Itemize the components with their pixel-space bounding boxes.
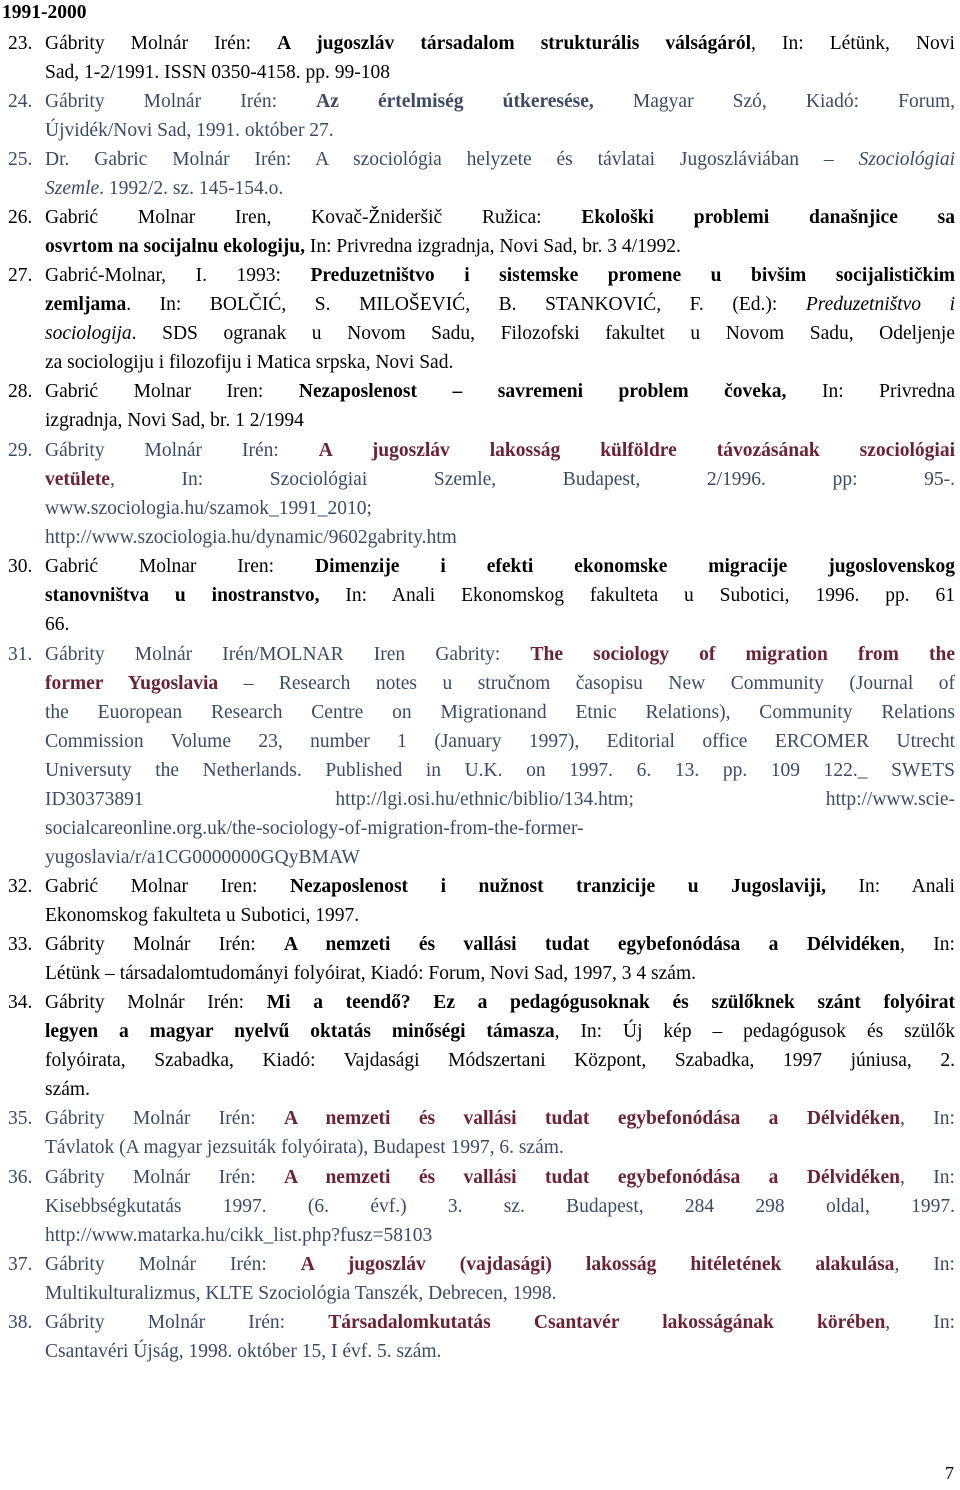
entry-number: 38. bbox=[8, 1312, 33, 1333]
entry-number: 31. bbox=[8, 644, 33, 665]
entry-text: Létünk – társadalomtudományi folyóirat, Kiadó: Forum, Novi Sad, 1997, 3 4 szám. bbox=[45, 963, 696, 984]
entry-text: In: Anali Ekonomskog fakulteta u Subotici, 1996. pp. 61 bbox=[319, 585, 956, 606]
entry-number: 34. bbox=[8, 992, 33, 1013]
entry-text: Ekonomskog fakulteta u Subotici, 1997. bbox=[45, 905, 360, 926]
entry-text: Preduzetništvo i sistemske promene u bivšim socijalističkim bbox=[310, 265, 955, 286]
entry-text: , In: bbox=[900, 934, 955, 955]
entry-text: Gábrity Molnár Irén: bbox=[45, 1254, 301, 1275]
entry-line bbox=[45, 992, 955, 1014]
entry-line bbox=[45, 1108, 955, 1130]
entry-text: In: Privredna bbox=[786, 381, 955, 402]
entry-line bbox=[45, 1050, 955, 1072]
entry-text: izgradnja, Novi Sad, br. 1 2/1994 bbox=[45, 410, 304, 431]
entry-text: Sad, 1-2/1991. ISSN 0350-4158. pp. 99-108 bbox=[45, 62, 391, 83]
entry-line bbox=[45, 905, 955, 927]
entry-text: Az értelmiség útkeresése, bbox=[316, 91, 594, 112]
entry-line bbox=[45, 1341, 955, 1363]
entry-text: Gabrić Molnar Iren: bbox=[45, 381, 299, 402]
entry-line bbox=[45, 644, 955, 666]
entry-text: Gábrity Molnár Irén: bbox=[45, 992, 267, 1013]
entry-text: Csantavéri Újság, 1998. október 15, I évf. 5. szám. bbox=[45, 1341, 442, 1362]
entry-text: Gábrity Molnár Irén: bbox=[45, 91, 317, 112]
entry-line bbox=[45, 934, 955, 956]
entry-line bbox=[45, 236, 955, 258]
entry-line bbox=[45, 323, 955, 345]
entry-text: Nezaposlenost – savremeni problem čoveka, bbox=[298, 381, 787, 402]
entry-text: Gábrity Molnár Irén: bbox=[45, 1167, 285, 1188]
entry-text: vetülete bbox=[45, 469, 110, 490]
entry-line bbox=[45, 498, 955, 520]
entry-line bbox=[45, 847, 955, 869]
entry-number: 29. bbox=[8, 440, 33, 461]
entry-text: Universuty the Netherlands. Published in U.K. on 1997. 6. 13. pp. 109 122._ SWETS bbox=[45, 760, 955, 781]
entry-text: Mi a teendő? Ez a pedagógusoknak és szülőknek szánt folyóirat bbox=[266, 992, 955, 1013]
entry-line bbox=[45, 1021, 955, 1043]
entry-line bbox=[45, 1196, 955, 1218]
entry-text: A nemzeti és vallási tudat egybefonódása a Délvidéken bbox=[284, 1108, 901, 1129]
entry-text: the Euoropean Research Centre on Migrationand Etnic Relations), Community Relations bbox=[45, 702, 955, 723]
entry-text: 66. bbox=[45, 614, 70, 635]
entry-number: 37. bbox=[8, 1254, 33, 1275]
entry-text: http://www.szociologia.hu/dynamic/9602gabrity.htm bbox=[45, 527, 457, 548]
entry-line bbox=[45, 673, 955, 695]
entry-text: , In: bbox=[885, 1312, 955, 1333]
entry-text: A nemzeti és vallási tudat egybefonódása a Délvidéken bbox=[284, 1167, 901, 1188]
entry-line bbox=[45, 1137, 955, 1159]
entry-line bbox=[45, 440, 955, 462]
section-heading: 1991-2000 bbox=[2, 2, 87, 23]
entry-text: http://www.matarka.hu/cikk_list.php?fusz=58103 bbox=[45, 1225, 433, 1246]
entry-text: Commission Volume 23, number 1 (January 1997), Editorial office ERCOMER Utrecht bbox=[45, 731, 955, 752]
entry-line bbox=[45, 265, 955, 287]
entry-line bbox=[45, 91, 955, 113]
entry-text: Távlatok (A magyar jezsuiták folyóirata), Budapest 1997, 6. szám. bbox=[45, 1137, 564, 1158]
entry-text: Gabrić Molnar Iren: bbox=[45, 876, 290, 897]
entry-text: za sociologiju i filozofiju i Matica srpska, Novi Sad. bbox=[45, 352, 454, 373]
entry-text: A jugoszláv lakosság külföldre távozásának szociológiai bbox=[318, 440, 955, 461]
entry-text: Magyar Szó, Kiadó: Forum, bbox=[593, 91, 955, 112]
entry-line bbox=[45, 527, 955, 549]
entry-text: In: Privredna izgradnja, Novi Sad, br. 3 4/1992. bbox=[305, 236, 681, 257]
page-number: 7 bbox=[945, 1463, 954, 1483]
entry-text: zemljama bbox=[45, 294, 127, 315]
entry-text: Újvidék/Novi Sad, 1991. október 27. bbox=[45, 120, 334, 141]
entry-text: , In: bbox=[900, 1108, 955, 1129]
entry-line bbox=[45, 62, 955, 84]
entry-number: 23. bbox=[8, 33, 33, 54]
entry-text: Szemle bbox=[45, 178, 100, 199]
entry-text: , In: Új kép – pedagógusok és szülők bbox=[554, 1021, 956, 1042]
entry-text: , In: bbox=[894, 1254, 955, 1275]
entry-line bbox=[45, 818, 955, 840]
entry-text: A nemzeti és vallási tudat egybefonódása a Délvidéken bbox=[284, 934, 901, 955]
entry-number: 30. bbox=[8, 556, 33, 577]
entry-line bbox=[45, 1167, 955, 1189]
entry-text: legyen a magyar nyelvű oktatás minőségi támasza bbox=[45, 1021, 555, 1042]
entry-number: 35. bbox=[8, 1108, 33, 1129]
entry-line bbox=[45, 789, 955, 811]
entry-text: – Research notes u stručnom časopisu New Community (Journal of bbox=[218, 673, 955, 694]
entry-number: 36. bbox=[8, 1167, 33, 1188]
entry-text: , In: Létünk, Novi bbox=[751, 33, 955, 54]
entry-text: Gábrity Molnár Irén: bbox=[45, 1108, 285, 1129]
entry-line bbox=[45, 469, 955, 491]
entry-line bbox=[45, 614, 955, 636]
entry-text: Ekološki problemi današnjice sa bbox=[581, 207, 955, 228]
entry-line bbox=[45, 33, 955, 55]
entry-text: Gabrić Molnar Iren, Kovač-Žnideršič Ružica: bbox=[45, 207, 582, 228]
entry-line bbox=[45, 963, 955, 985]
entry-line bbox=[45, 1254, 955, 1276]
entry-text: A jugoszláv társadalom strukturális válságáról bbox=[277, 33, 751, 54]
entry-text: Gabrić Molnar Iren: bbox=[45, 556, 315, 577]
entry-line bbox=[45, 1079, 955, 1101]
entry-text: Dr. Gabric Molnár Irén: A szociológia helyzete és távlatai Jugoszláviában – bbox=[45, 149, 859, 170]
entry-line bbox=[45, 556, 955, 578]
entry-text: . SDS ogranak u Novom Sadu, Filozofski fakultet u Novom Sadu, Odeljenje bbox=[131, 323, 955, 344]
entry-text: former Yugoslavia bbox=[45, 673, 219, 694]
entry-text: Gábrity Molnár Irén: bbox=[45, 33, 278, 54]
entry-line bbox=[45, 207, 955, 229]
entry-line bbox=[45, 1312, 955, 1334]
entry-text: Multikulturalizmus, KLTE Szociológia Tanszék, Debrecen, 1998. bbox=[45, 1283, 557, 1304]
entry-number: 33. bbox=[8, 934, 33, 955]
entry-line bbox=[45, 585, 955, 607]
entry-text: sociologija bbox=[45, 323, 132, 344]
entry-line bbox=[45, 760, 955, 782]
entry-number: 28. bbox=[8, 381, 33, 402]
entry-text: Társadalomkutatás Csantavér lakosságának körében bbox=[328, 1312, 886, 1333]
entry-text: Preduzetništvo i bbox=[805, 294, 956, 315]
entry-text: stanovništva u inostranstvo, bbox=[45, 585, 320, 606]
entry-text: Gábrity Molnár Irén/MOLNAR Iren Gabrity: bbox=[45, 644, 531, 665]
entry-text: , In: bbox=[900, 1167, 955, 1188]
entry-text: Gábrity Molnár Irén: bbox=[45, 1312, 329, 1333]
entry-text: . In: BOLČIĆ, S. MILOŠEVIĆ, B. STANKOVIĆ, F. (Ed.): bbox=[126, 294, 806, 315]
entry-text: osvrtom na socijalnu ekologiju, bbox=[45, 236, 306, 257]
entry-number: 27. bbox=[8, 265, 33, 286]
entry-text: Szociológiai bbox=[858, 149, 955, 170]
entry-text: folyóirata, Szabadka, Kiadó: Vajdasági Módszertani Központ, Szabadka, 1997 júniusa, 2. bbox=[45, 1050, 955, 1071]
entry-text: socialcareonline.org.uk/the-sociology-of-migration-from-the-former- bbox=[45, 818, 584, 839]
entry-text: Kisebbségkutatás 1997. (6. évf.) 3. sz. Budapest, 284 298 oldal, 1997. bbox=[45, 1196, 955, 1217]
entry-line bbox=[45, 352, 955, 374]
entry-text: Nezaposlenost i nužnost tranzicije u Jugoslaviji, bbox=[289, 876, 826, 897]
entry-text: ID30373891 http://lgi.osi.hu/ethnic/biblio/134.htm; http://www.scie- bbox=[45, 789, 955, 810]
entry-text: A jugoszláv (vajdasági) lakosság hitéletének alakulása bbox=[300, 1254, 895, 1275]
entry-line bbox=[45, 120, 955, 142]
entry-line bbox=[45, 876, 955, 898]
entry-number: 26. bbox=[8, 207, 33, 228]
entry-text: The sociology of migration from the bbox=[530, 644, 955, 665]
entry-text: Gábrity Molnár Irén: bbox=[45, 934, 285, 955]
entry-text: yugoslavia/r/a1CG0000000GQyBMAW bbox=[45, 847, 360, 868]
entry-text: In: Anali bbox=[825, 876, 955, 897]
entry-number: 24. bbox=[8, 91, 33, 112]
entry-line bbox=[45, 149, 955, 171]
entry-number: 32. bbox=[8, 876, 33, 897]
entry-text: Dimenzije i efekti ekonomske migracije jugoslovenskog bbox=[315, 556, 955, 577]
entry-line bbox=[45, 731, 955, 753]
entry-text: www.szociologia.hu/szamok_1991_2010; bbox=[45, 498, 372, 519]
entry-line bbox=[45, 702, 955, 724]
entry-line bbox=[45, 1283, 955, 1305]
entry-line bbox=[45, 1225, 955, 1247]
entry-text: . 1992/2. sz. 145-154.o. bbox=[99, 178, 284, 199]
entry-line bbox=[45, 410, 955, 432]
entry-line bbox=[45, 381, 955, 403]
entry-text: szám. bbox=[45, 1079, 90, 1100]
entry-text: , In: Szociológiai Szemle, Budapest, 2/1996. pp: 95-. bbox=[109, 469, 955, 490]
entry-line bbox=[45, 178, 955, 200]
entry-line bbox=[45, 294, 955, 316]
entry-number: 25. bbox=[8, 149, 33, 170]
entry-text: Gabrić-Molnar, I. 1993: bbox=[45, 265, 311, 286]
entry-text: Gábrity Molnár Irén: bbox=[45, 440, 319, 461]
